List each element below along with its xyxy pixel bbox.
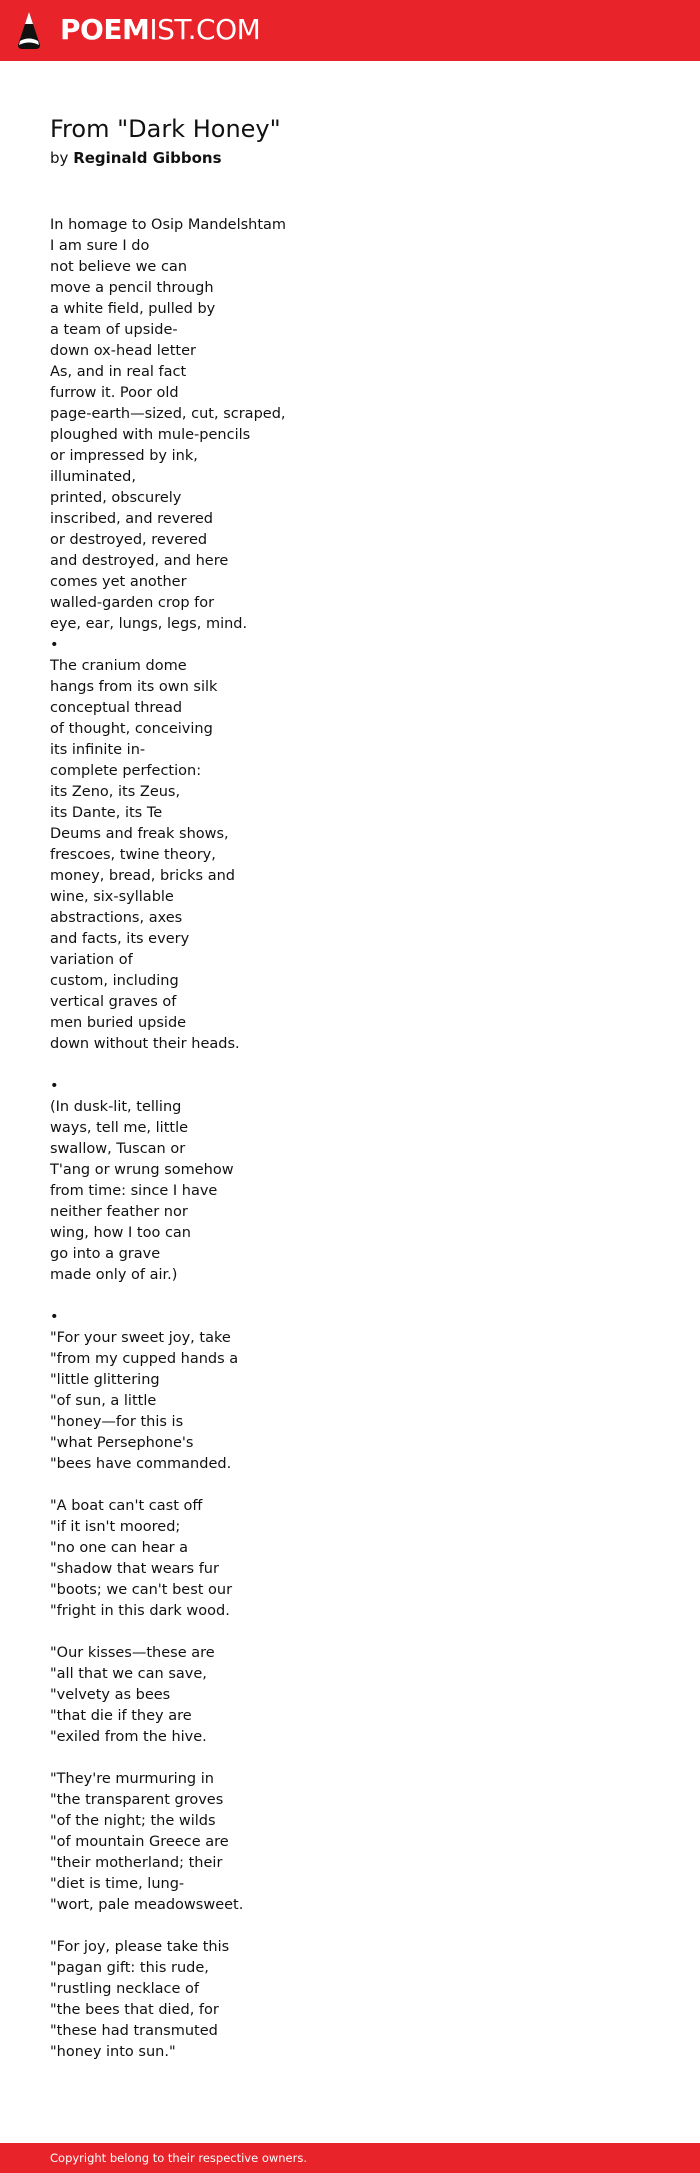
poem-line: "honey—for this is <box>50 1414 184 1430</box>
poem-line: (In dusk-lit, telling <box>50 1099 182 1115</box>
poem-line <box>50 1622 650 1643</box>
poem-author: Reginald Gibbons <box>73 149 222 167</box>
poem-line: "For joy, please take this <box>50 1939 230 1955</box>
poem-line: abstractions, axes <box>50 910 183 926</box>
brand-light-text: IST.COM <box>149 13 261 46</box>
poem-line: Deums and freak shows, <box>50 826 229 842</box>
pencil-tip-icon[interactable] <box>16 11 42 51</box>
poem-line: wine, six-syllable <box>50 889 174 905</box>
poem-line: "if it isn't moored; <box>50 1519 181 1535</box>
poem-line: from time: since I have <box>50 1183 218 1199</box>
copyright-notice: Copyright belong to their respective owners. <box>50 2151 308 2165</box>
poem-line: a team of upside- <box>50 322 178 338</box>
poem-line: frescoes, twine theory, <box>50 847 216 863</box>
poem-line: "no one can hear a <box>50 1540 189 1556</box>
poem-line: "of sun, a little <box>50 1393 157 1409</box>
stanza-separator: • <box>50 1078 59 1094</box>
poem-body <box>50 215 650 2063</box>
poem-line <box>50 1475 650 1496</box>
poem-line <box>50 1748 650 1769</box>
poem-line: complete perfection: <box>50 763 202 779</box>
poem-line: ploughed with mule-pencils <box>50 427 251 443</box>
poem-line: eye, ear, lungs, legs, mind. <box>50 616 248 632</box>
poem-line: its infinite in- <box>50 742 146 758</box>
poem-line: comes yet another <box>50 574 187 590</box>
poem-line: "fright in this dark wood. <box>50 1603 230 1619</box>
poem-line: In homage to Osip Mandelshtam <box>50 217 287 233</box>
poem-line: custom, including <box>50 973 179 989</box>
poem-line: "rustling necklace of <box>50 1981 199 1997</box>
poem-line: "the bees that died, for <box>50 2002 219 2018</box>
poem-line: of thought, conceiving <box>50 721 213 737</box>
poem-line: go into a grave <box>50 1246 161 1262</box>
poem-line: walled-garden crop for <box>50 595 215 611</box>
poem-line: "the transparent groves <box>50 1792 224 1808</box>
poem-byline <box>50 146 650 170</box>
poem-line: vertical graves of <box>50 994 177 1010</box>
poem-line: As, and in real fact <box>50 364 187 380</box>
poem-line: I am sure I do <box>50 238 150 254</box>
stanza-separator: • <box>50 1309 59 1325</box>
poem-line: a white field, pulled by <box>50 301 216 317</box>
poem-line: "boots; we can't best our <box>50 1582 233 1598</box>
poem-line: illuminated, <box>50 469 136 485</box>
poem-line: "all that we can save, <box>50 1666 207 1682</box>
poem-line: "Our kisses—these are <box>50 1645 215 1661</box>
brand-bold-text: POEM <box>60 13 150 46</box>
poem-line: "that die if they are <box>50 1708 192 1724</box>
poem-line: made only of air.) <box>50 1267 178 1283</box>
poem-line <box>50 1916 650 1937</box>
poem-line: printed, obscurely <box>50 490 182 506</box>
stanza-separator: • <box>50 637 59 653</box>
poem-line: and facts, its every <box>50 931 190 947</box>
poem-line: "what Persephone's <box>50 1435 194 1451</box>
poem-line: not believe we can <box>50 259 188 275</box>
poem-line: money, bread, bricks and <box>50 868 235 884</box>
poem-line: "wort, pale meadowsweet. <box>50 1897 244 1913</box>
poem-line: T'ang or wrung somehow <box>50 1162 234 1178</box>
poem-line: "of mountain Greece are <box>50 1834 229 1850</box>
poem-line: "A boat can't cast off <box>50 1498 203 1514</box>
poem-line: inscribed, and revered <box>50 511 214 527</box>
poem-line: wing, how I too can <box>50 1225 191 1241</box>
poem-line: "pagan gift: this rude, <box>50 1960 209 1976</box>
poem-line: "their motherland; their <box>50 1855 223 1871</box>
poem-line: and destroyed, and here <box>50 553 229 569</box>
poem-line: its Zeno, its Zeus, <box>50 784 181 800</box>
poem-line: move a pencil through <box>50 280 214 296</box>
poem-line: "velvety as bees <box>50 1687 171 1703</box>
by-label: by <box>50 149 69 167</box>
poem-line: variation of <box>50 952 133 968</box>
site-footer <box>0 2143 700 2173</box>
poem-line: down ox-head letter <box>50 343 196 359</box>
poem-line: "honey into sun." <box>50 2044 176 2060</box>
poem-title: From "Dark Honey" <box>50 115 281 143</box>
poem-line: The cranium dome <box>50 658 187 674</box>
poem-line: page-earth—sized, cut, scraped, <box>50 406 286 422</box>
poem-line: swallow, Tuscan or <box>50 1141 186 1157</box>
poem-line: "exiled from the hive. <box>50 1729 207 1745</box>
poem-line: its Dante, its Te <box>50 805 163 821</box>
poem-line: "diet is time, lung- <box>50 1876 185 1892</box>
poem-line: "They're murmuring in <box>50 1771 214 1787</box>
site-header <box>0 0 700 61</box>
poem-line: down without their heads. <box>50 1036 240 1052</box>
poem-line: neither feather nor <box>50 1204 188 1220</box>
poem-line: "For your sweet joy, take <box>50 1330 231 1346</box>
poem-line <box>50 1055 650 1076</box>
poem-line: "these had transmuted <box>50 2023 218 2039</box>
poem-line: "little glittering <box>50 1372 160 1388</box>
poem-line: "shadow that wears fur <box>50 1561 219 1577</box>
poem-line: "from my cupped hands a <box>50 1351 239 1367</box>
poem-line: ways, tell me, little <box>50 1120 189 1136</box>
poem-line: furrow it. Poor old <box>50 385 179 401</box>
poem-line: or impressed by ink, <box>50 448 198 464</box>
poem-line: conceptual thread <box>50 700 183 716</box>
poem-line: "bees have commanded. <box>50 1456 232 1472</box>
site-logo-text[interactable] <box>60 13 260 47</box>
poem-line <box>50 1286 650 1307</box>
poem-line: hangs from its own silk <box>50 679 218 695</box>
poem-line: "of the night; the wilds <box>50 1813 216 1829</box>
poem-line: men buried upside <box>50 1015 187 1031</box>
poem-line: or destroyed, revered <box>50 532 208 548</box>
poem-content <box>50 112 650 2063</box>
